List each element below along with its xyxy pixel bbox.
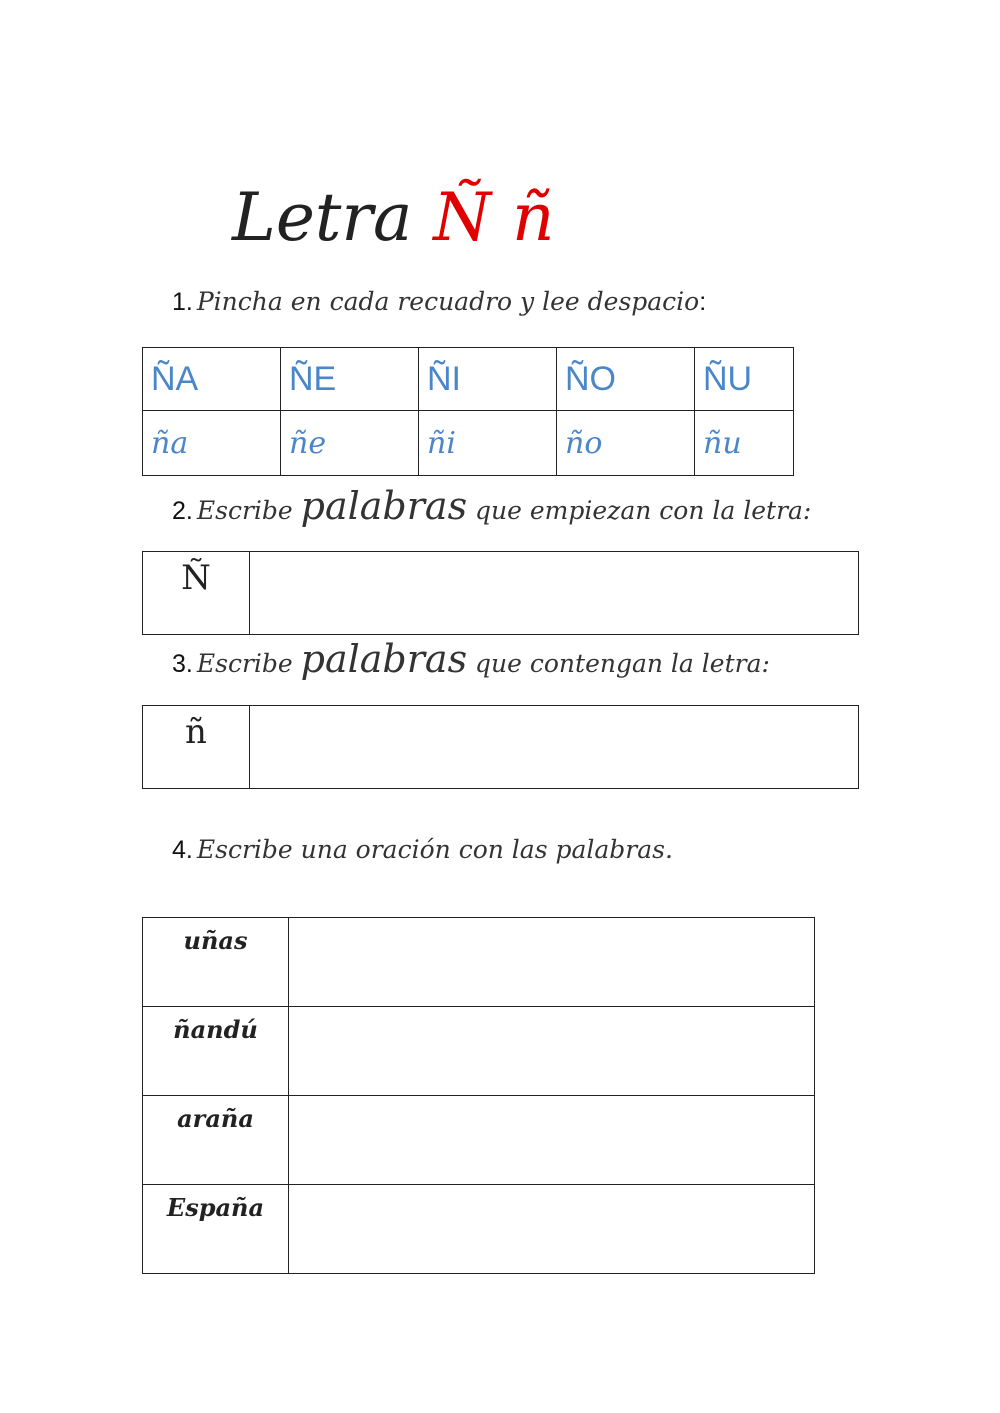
question-4-number: 4. <box>172 836 193 864</box>
question-4-text: Escribe una oración con las palabras. <box>196 835 673 864</box>
table-row <box>143 918 815 1007</box>
syllable-cell[interactable]: ña <box>143 411 281 476</box>
sentence-field[interactable] <box>289 1096 815 1185</box>
answer-field[interactable] <box>250 552 859 635</box>
syllable-row-upper <box>143 348 794 411</box>
question-3 <box>172 637 770 682</box>
syllable-row-lower <box>143 411 794 476</box>
sentence-table <box>142 917 815 1274</box>
question-3-number: 3. <box>172 650 193 678</box>
question-1-number: 1. <box>172 288 193 316</box>
title-prefix: Letra <box>232 179 413 256</box>
answer-field[interactable] <box>250 706 859 789</box>
syllable-table <box>142 347 794 476</box>
syllable-cell[interactable]: ñe <box>281 411 419 476</box>
table-row <box>143 1096 815 1185</box>
syllable-cell[interactable]: ñi <box>419 411 557 476</box>
sentence-field[interactable] <box>289 1185 815 1274</box>
sentence-field[interactable] <box>289 1007 815 1096</box>
question-4 <box>172 832 673 868</box>
question-2-before: Escribe <box>196 496 293 525</box>
table-row <box>143 706 859 789</box>
table-row <box>143 1007 815 1096</box>
starting-letter-table <box>142 551 859 635</box>
question-2-number: 2. <box>172 497 193 525</box>
letter-label: ñ <box>143 706 250 789</box>
question-2 <box>172 484 812 529</box>
contained-letter-table <box>142 705 859 789</box>
syllable-cell[interactable]: ÑA <box>143 348 281 411</box>
syllable-cell[interactable]: ñu <box>695 411 794 476</box>
letter-label: Ñ <box>143 552 250 635</box>
question-3-keyword: palabras <box>300 637 468 681</box>
question-2-after: que empiezan con la letra: <box>475 496 812 525</box>
word-label: araña <box>143 1096 289 1185</box>
word-label: ñandú <box>143 1007 289 1096</box>
syllable-cell[interactable]: ÑU <box>695 348 794 411</box>
table-row <box>143 1185 815 1274</box>
question-1 <box>172 284 710 320</box>
word-label: España <box>143 1185 289 1274</box>
question-2-keyword: palabras <box>300 484 468 528</box>
title-lower-letter: ñ <box>512 179 555 256</box>
question-1-colon: : <box>699 288 707 316</box>
syllable-cell[interactable]: ÑO <box>557 348 695 411</box>
word-label: uñas <box>143 918 289 1007</box>
title-upper-letter: Ñ <box>433 179 492 256</box>
sentence-field[interactable] <box>289 918 815 1007</box>
question-1-text: Pincha en cada recuadro y lee despacio <box>196 287 700 316</box>
question-3-after: que contengan la letra: <box>475 649 770 678</box>
syllable-cell[interactable]: ÑE <box>281 348 419 411</box>
question-3-before: Escribe <box>196 649 293 678</box>
table-row <box>143 552 859 635</box>
page-title <box>232 178 555 258</box>
syllable-cell[interactable]: ÑI <box>419 348 557 411</box>
syllable-cell[interactable]: ño <box>557 411 695 476</box>
